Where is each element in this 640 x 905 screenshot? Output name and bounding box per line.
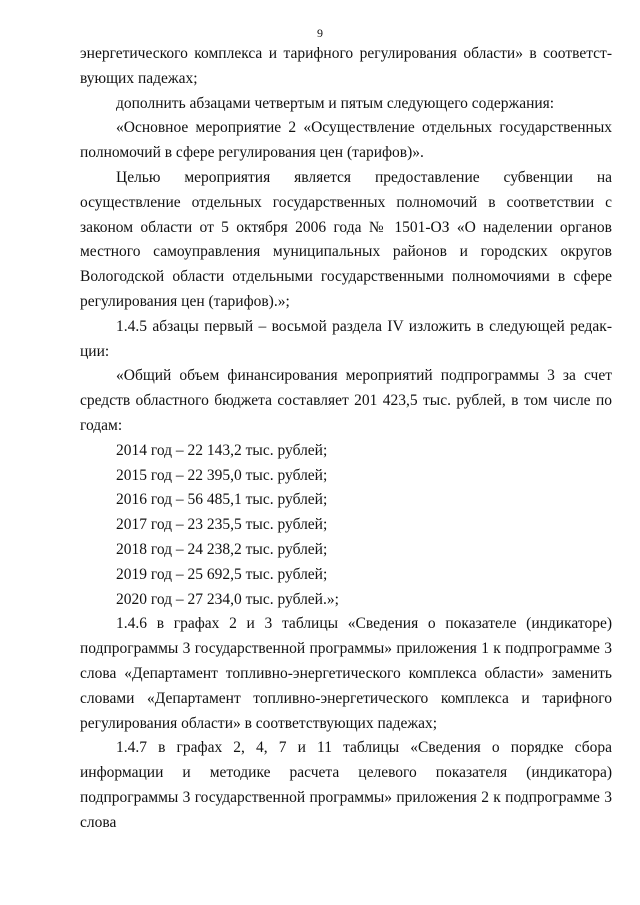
paragraph-6: «Общий объем финансирования мероприятий подпрограммы 3 за счет средств областного бюджета составляет 201 423,5 тыс. рублей, в том числе по годам: bbox=[80, 367, 612, 434]
document-body bbox=[80, 42, 612, 836]
paragraph-3: «Основное мероприятие 2 «Осуществление отдельных государственных полномочий в сфере регулирования цен (тарифов)». bbox=[80, 119, 612, 162]
year-line-2018: 2018 год – 24 238,2 тыс. рублей; bbox=[116, 540, 328, 558]
paragraph-7: 1.4.6 в графах 2 и 3 таблицы «Сведения о показателе (индикаторе) подпрограммы 3 государственной программы» приложения 1 к подпрограмме 3 слова «Департамент топливно-энергетического комплекса области» заменить словами «Департамент топливно-энергетического комплекса и тарифного регулирования области» в соответствующих падежах; bbox=[80, 615, 612, 732]
year-line-2019: 2019 год – 25 692,5 тыс. рублей; bbox=[116, 565, 328, 583]
paragraph-1: энергетического комплекса и тарифного регулирования области» в соответст-вующих падежах; bbox=[80, 45, 612, 87]
year-line-2014: 2014 год – 22 143,2 тыс. рублей; bbox=[116, 441, 328, 459]
year-line-2020: 2020 год – 27 234,0 тыс. рублей.»; bbox=[116, 590, 339, 608]
year-line-2015: 2015 год – 22 395,0 тыс. рублей; bbox=[116, 466, 328, 484]
year-line-2017: 2017 год – 23 235,5 тыс. рублей; bbox=[116, 516, 328, 534]
paragraph-4: Целью мероприятия является предоставление субвенции на осуществление отдельных государственных полномочий в соответствии с законом области от 5 октября 2006 года № 1501-ОЗ «О наделении органов местного самоуправления муниципальных районов и городских округов Вологодской области отдельными государственными полномочиями в сфере регулирования цен (тарифов).»; bbox=[80, 168, 612, 310]
year-line-2016: 2016 год – 56 485,1 тыс. рублей; bbox=[116, 491, 328, 509]
page-number: 9 bbox=[317, 26, 323, 40]
paragraph-2: дополнить абзацами четвертым и пятым следующего содержания: bbox=[116, 94, 555, 112]
paragraph-8: 1.4.7 в графах 2, 4, 7 и 11 таблицы «Сведения о порядке сбора информации и методике расчета целевого показателя (индикатора) подпрограммы 3 государственной программы» приложения 2 к подпрограмме 3 слова bbox=[80, 739, 612, 831]
paragraph-5: 1.4.5 абзацы первый – восьмой раздела IV изложить в следующей редак-ции: bbox=[80, 317, 612, 360]
